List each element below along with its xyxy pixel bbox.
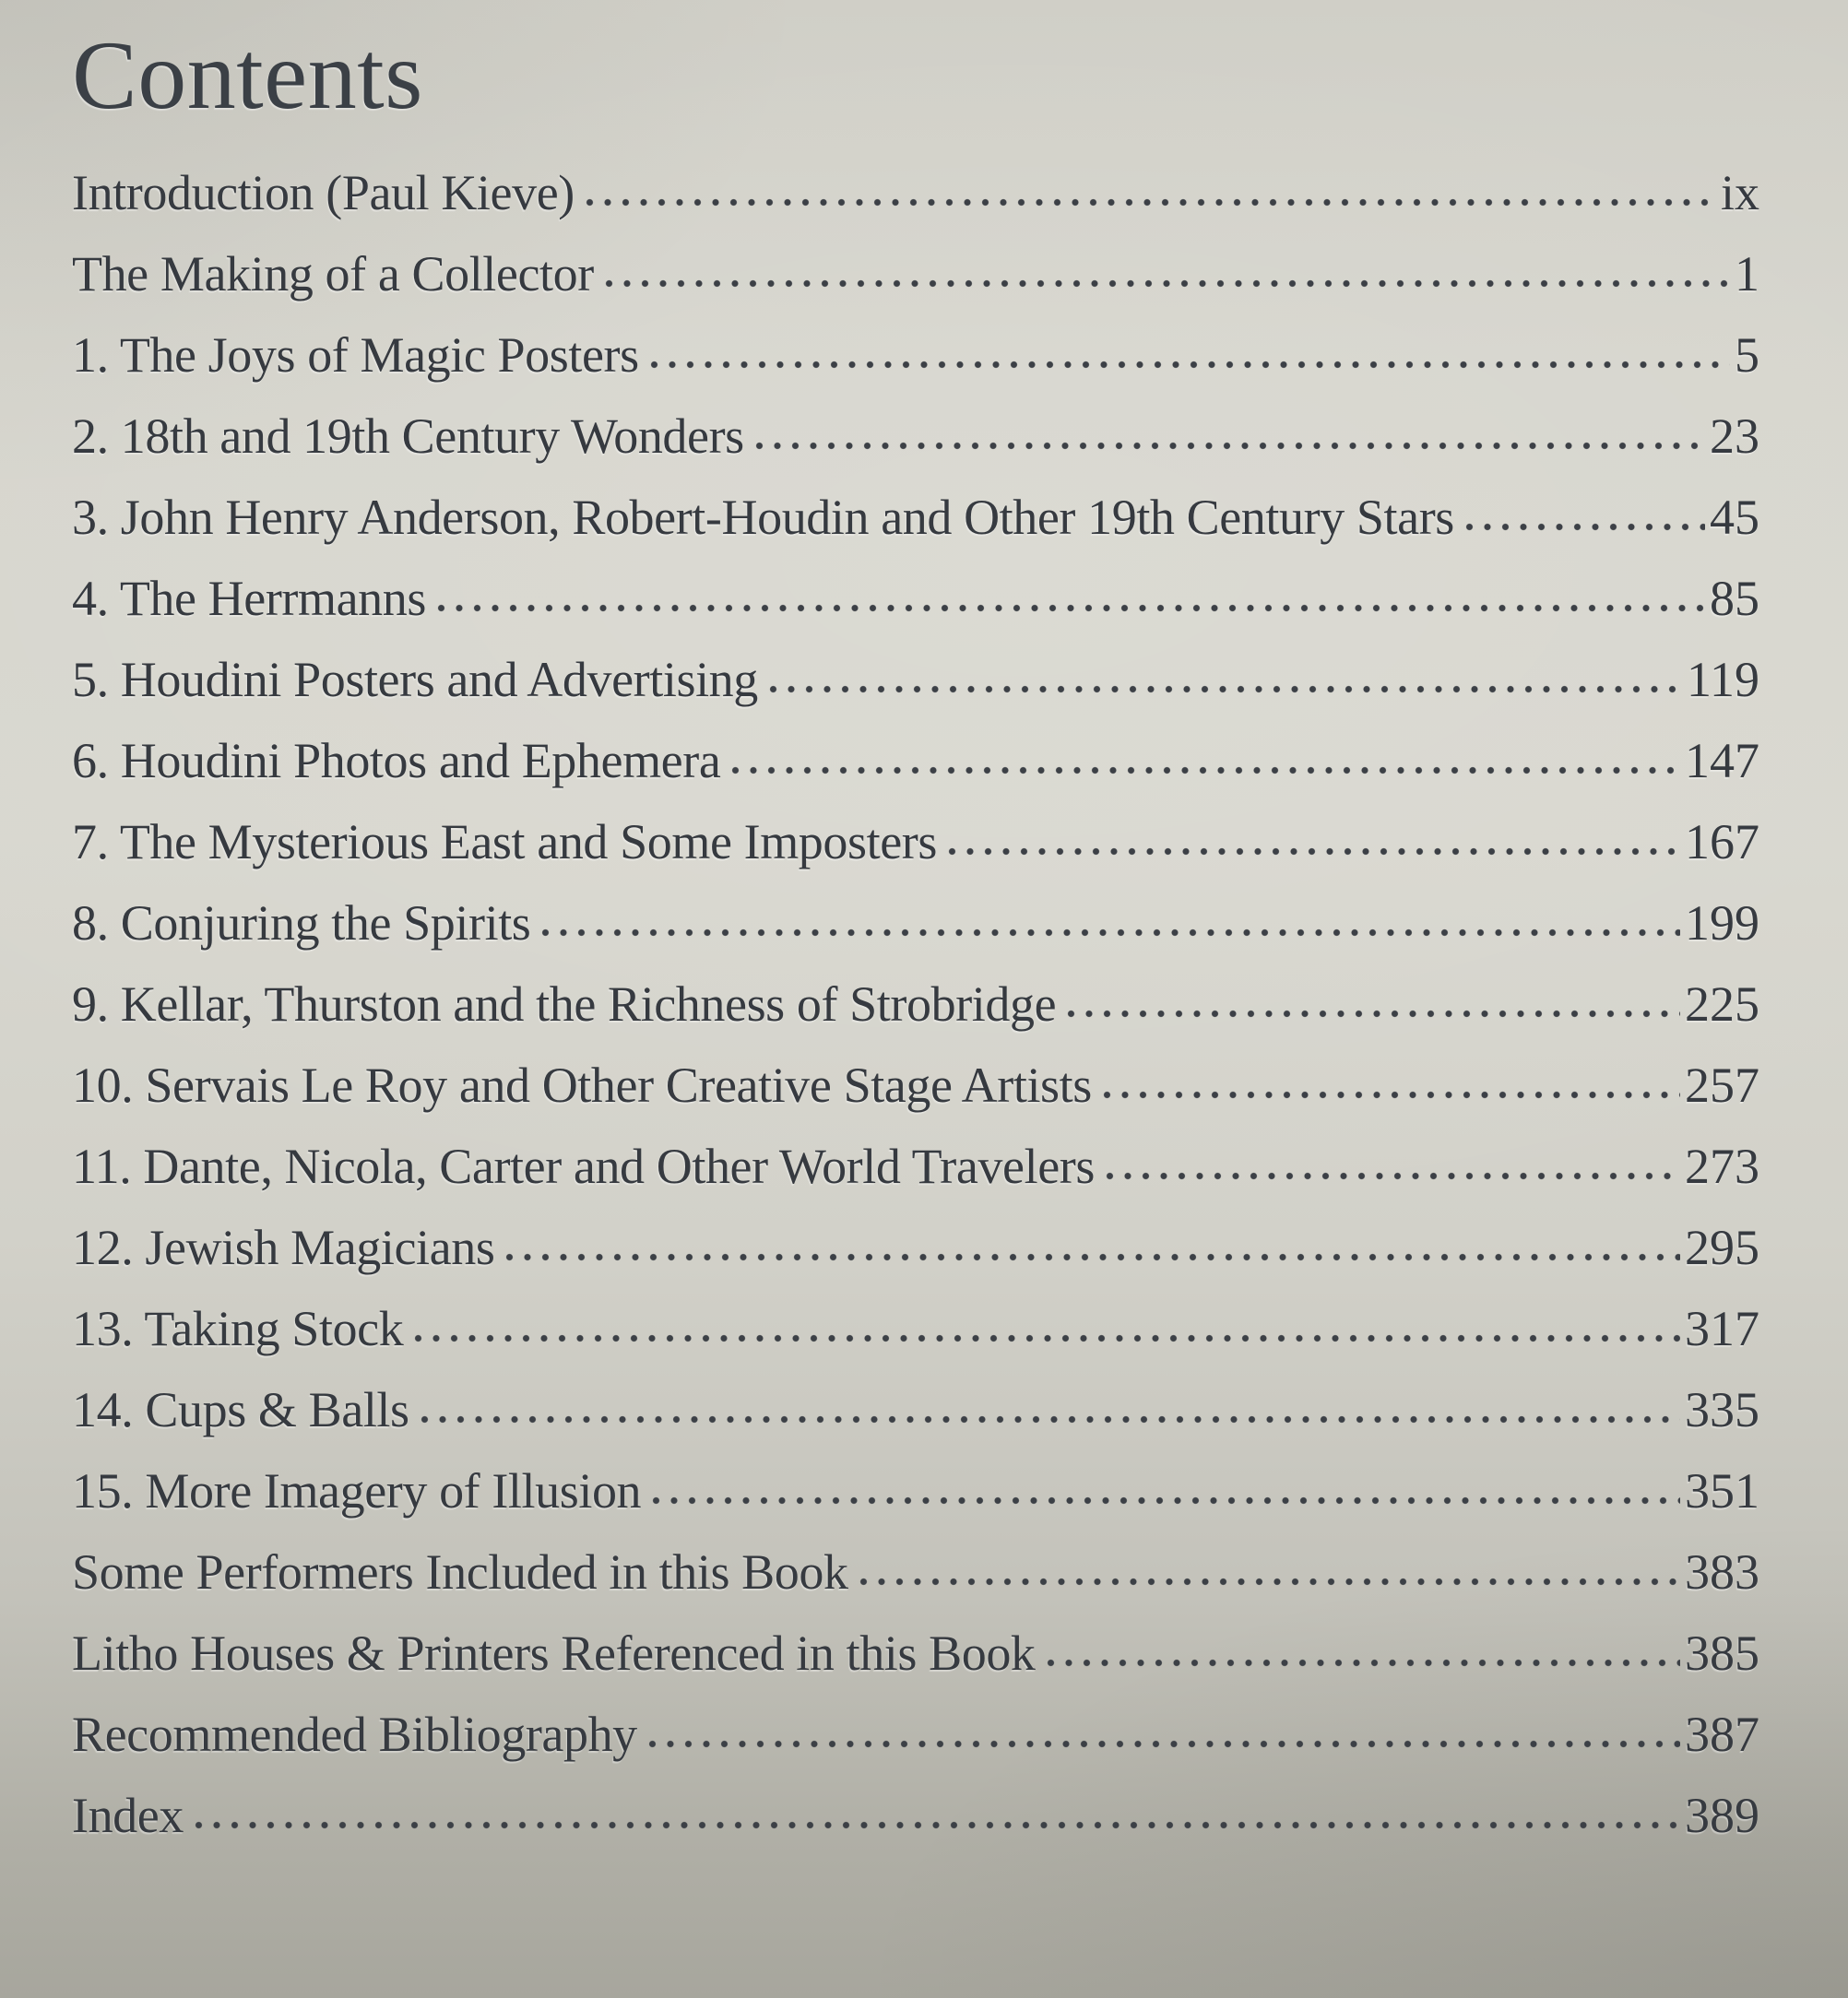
toc-entry-page: 119 [1687, 652, 1759, 708]
toc-entry-title: 10. Servais Le Roy and Other Creative Stage Artists [72, 1058, 1092, 1114]
toc-entry-title: 3. John Henry Anderson, Robert-Houdin and Other 19th Century Stars [72, 490, 1454, 546]
toc-entry-page: 5 [1735, 327, 1759, 384]
dot-leader [1465, 523, 1705, 531]
toc-entry-page: 167 [1685, 814, 1759, 870]
page-title: Contents [72, 21, 423, 129]
toc-entry [72, 1029, 1759, 1114]
toc-entry [72, 1272, 1759, 1357]
toc-list [72, 136, 1759, 1844]
toc-entry [72, 1678, 1759, 1763]
toc-entry-title: 14. Cups & Balls [72, 1382, 409, 1438]
toc-entry-page: 85 [1710, 571, 1759, 627]
toc-entry-title: 5. Houdini Posters and Advertising [72, 652, 758, 708]
toc-entry [72, 461, 1759, 546]
toc-entry-title: Recommended Bibliography [72, 1707, 637, 1763]
dot-leader [195, 1821, 1680, 1829]
dot-leader [437, 604, 1705, 612]
toc-entry [72, 1516, 1759, 1601]
toc-entry-page: 199 [1685, 895, 1759, 952]
toc-entry [72, 704, 1759, 789]
toc-entry-page: 317 [1685, 1301, 1759, 1357]
dot-leader [648, 1740, 1680, 1748]
dot-leader [755, 442, 1705, 450]
toc-entry-page: 147 [1685, 733, 1759, 789]
toc-entry [72, 542, 1759, 627]
toc-entry-page: 385 [1685, 1626, 1759, 1682]
dot-leader [586, 198, 1716, 207]
toc-entry-page: ix [1720, 165, 1759, 221]
toc-entry [72, 1354, 1759, 1438]
dot-leader [605, 279, 1730, 288]
toc-entry [72, 786, 1759, 870]
toc-entry-title: Some Performers Included in this Book [72, 1544, 848, 1601]
toc-entry-page: 389 [1685, 1788, 1759, 1844]
toc-entry-page: 1 [1735, 246, 1759, 302]
toc-entry-title: 11. Dante, Nicola, Carter and Other World Travelers [72, 1139, 1095, 1195]
toc-entry [72, 380, 1759, 465]
toc-entry [72, 136, 1759, 221]
toc-entry [72, 1597, 1759, 1682]
toc-entry-page: 335 [1685, 1382, 1759, 1438]
toc-entry-title: 4. The Herrmanns [72, 571, 426, 627]
toc-entry [72, 299, 1759, 384]
dot-leader [731, 766, 1680, 774]
dot-leader [1106, 1172, 1680, 1180]
toc-entry-page: 387 [1685, 1707, 1759, 1763]
dot-leader [505, 1253, 1680, 1261]
dot-leader [414, 1334, 1680, 1342]
dot-leader [652, 1496, 1680, 1505]
toc-entry-page: 295 [1685, 1220, 1759, 1276]
toc-entry [72, 1191, 1759, 1276]
dot-leader [1067, 1010, 1680, 1018]
toc-entry-title: Litho Houses & Printers Referenced in this Book [72, 1626, 1036, 1682]
toc-entry [72, 948, 1759, 1033]
toc-entry-title: The Making of a Collector [72, 246, 594, 302]
dot-leader [541, 928, 1680, 937]
toc-entry-title: 13. Taking Stock [72, 1301, 404, 1357]
dot-leader [1103, 1091, 1680, 1099]
toc-entry [72, 1759, 1759, 1844]
toc-entry-page: 383 [1685, 1544, 1759, 1601]
toc-entry [72, 623, 1759, 708]
toc-entry-page: 45 [1710, 490, 1759, 546]
dot-leader [948, 847, 1680, 856]
toc-entry [72, 1435, 1759, 1519]
toc-entry-page: 351 [1685, 1463, 1759, 1519]
dot-leader [650, 361, 1730, 369]
toc-entry-page: 23 [1710, 408, 1759, 465]
toc-entry-page: 225 [1685, 976, 1759, 1033]
toc-entry-page: 257 [1685, 1058, 1759, 1114]
toc-entry-page: 273 [1685, 1139, 1759, 1195]
dot-leader [859, 1578, 1680, 1586]
toc-entry-title: 2. 18th and 19th Century Wonders [72, 408, 744, 465]
toc-entry [72, 867, 1759, 952]
toc-entry-title: 6. Houdini Photos and Ephemera [72, 733, 721, 789]
toc-entry [72, 1110, 1759, 1195]
toc-entry-title: 7. The Mysterious East and Some Imposters [72, 814, 937, 870]
toc-entry [72, 218, 1759, 302]
dot-leader [421, 1415, 1680, 1424]
toc-entry-title: Index [72, 1788, 184, 1844]
toc-entry-title: 8. Conjuring the Spirits [72, 895, 531, 952]
toc-entry-title: 9. Kellar, Thurston and the Richness of Strobridge [72, 976, 1057, 1033]
toc-entry-title: Introduction (Paul Kieve) [72, 165, 575, 221]
toc-entry-title: 1. The Joys of Magic Posters [72, 327, 639, 384]
toc-entry-title: 12. Jewish Magicians [72, 1220, 495, 1276]
dot-leader [1047, 1659, 1680, 1667]
dot-leader [769, 685, 1682, 693]
toc-entry-title: 15. More Imagery of Illusion [72, 1463, 642, 1519]
